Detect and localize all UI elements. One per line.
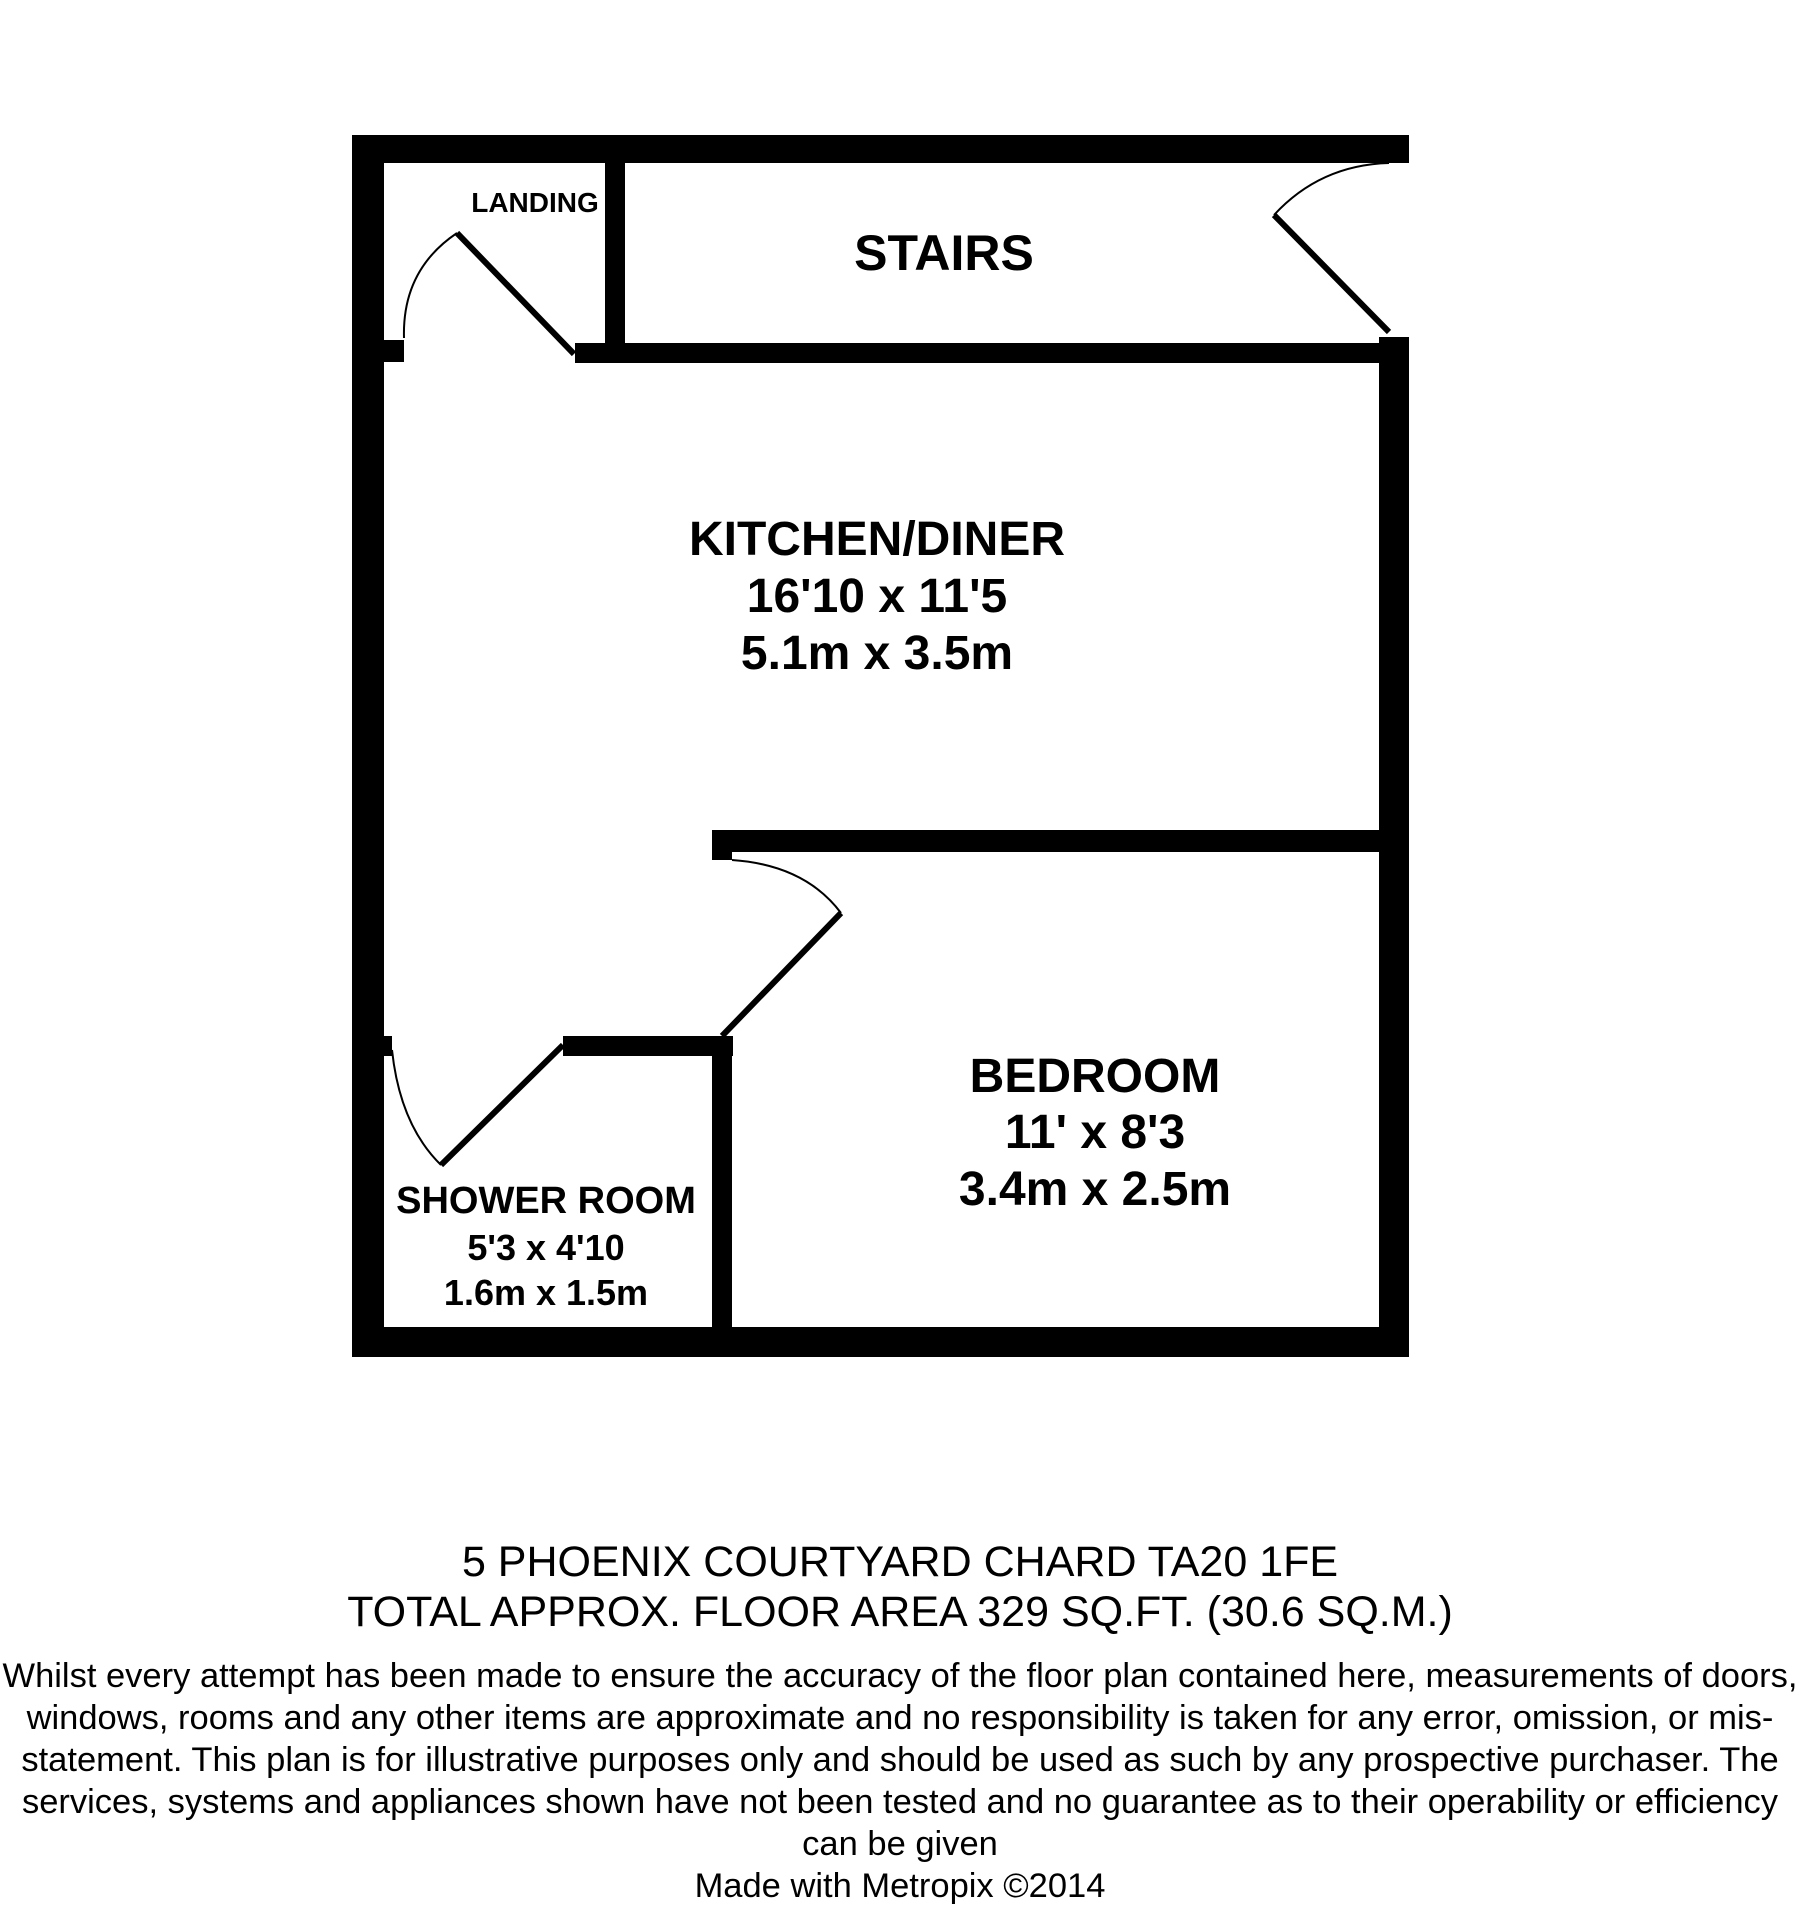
wall-landing-stub xyxy=(352,340,404,362)
door-landing xyxy=(404,233,574,354)
stairs-label: STAIRS xyxy=(854,225,1034,281)
shower-imperial: 5'3 x 4'10 xyxy=(467,1227,625,1268)
shower-metric: 1.6m x 1.5m xyxy=(443,1272,649,1313)
landing-label: LANDING xyxy=(471,187,599,218)
door-shower xyxy=(392,1045,563,1165)
kitchen-name: KITCHEN/DINER xyxy=(688,513,1066,566)
wall-kitchen-bedroom xyxy=(712,830,1409,852)
bedroom-name: BEDROOM xyxy=(969,1050,1221,1103)
walls xyxy=(352,135,1409,1357)
wall-shower-top xyxy=(563,1036,733,1056)
wall-shower-bedroom xyxy=(712,1036,732,1357)
bedroom-metric: 3.4m x 2.5m xyxy=(958,1163,1232,1216)
shower-name: SHOWER ROOM xyxy=(396,1180,696,1222)
door-bedroom xyxy=(722,860,841,1036)
wall-top xyxy=(352,135,1409,163)
wall-stairs-kitchen xyxy=(575,343,1409,363)
bedroom-imperial: 11' x 8'3 xyxy=(1004,1106,1186,1159)
kitchen-metric: 5.1m x 3.5m xyxy=(740,627,1014,680)
kitchen-imperial: 16'10 x 11'5 xyxy=(746,570,1008,623)
property-address: 5 PHOENIX COURTYARD CHARD TA20 1FE xyxy=(461,1538,1339,1586)
wall-bottom xyxy=(352,1327,1409,1357)
wall-left xyxy=(352,135,384,1357)
disclaimer-text: Whilst every attempt has been made to ensure the accuracy of the floor plan contained here, measurements of doors, windows, rooms and any other items are approximate and no responsibility is taken for any error, omission, or mis-statement. This plan is for illustrative purposes only and should be used as such by any prospective purchaser. The services, systems and appliances shown have not been tested and no guarantee as to their operability or efficiency can be given xyxy=(2,1657,1798,1863)
wall-landing-stairs xyxy=(605,135,625,345)
wall-shower-stub xyxy=(382,1036,392,1056)
wall-bedroom-stub xyxy=(712,830,732,860)
door-stairs xyxy=(1274,163,1389,332)
metropix-credit: Made with Metropix ©2014 xyxy=(694,1867,1106,1905)
floor-area: TOTAL APPROX. FLOOR AREA 329 SQ.FT. (30.6 SQ.M.) xyxy=(347,1588,1453,1636)
